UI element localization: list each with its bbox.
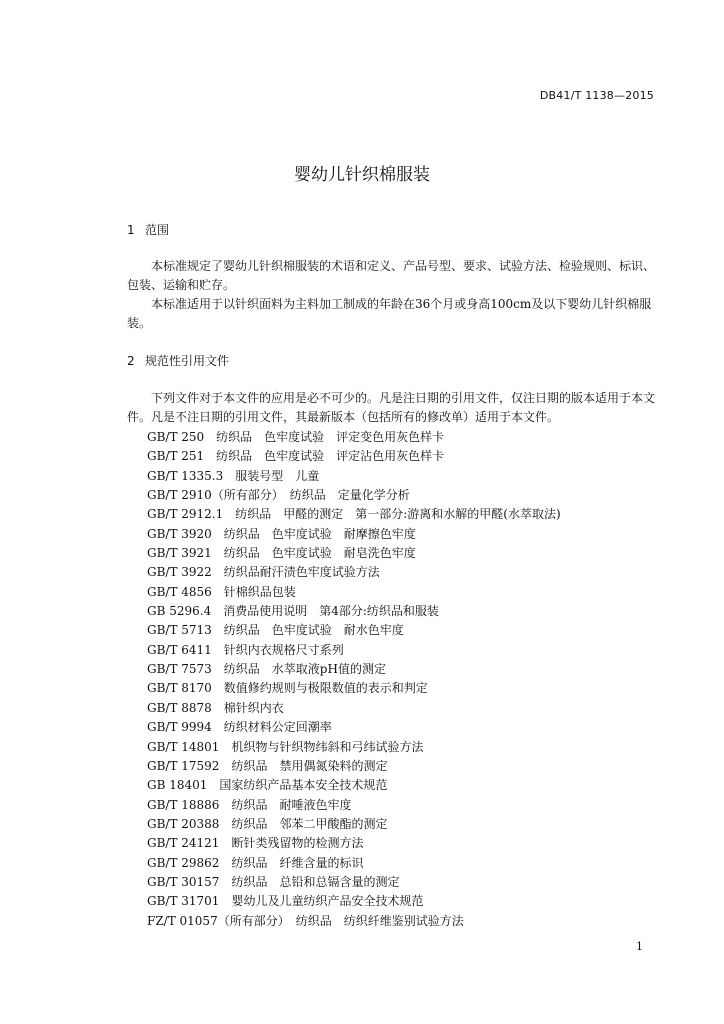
reference-item: GB/T 250 纺织品 色牢度试验 评定变色用灰色样卡 [147, 430, 445, 444]
reference-list [147, 428, 561, 931]
reference-item: GB 5296.4 消费品使用说明 第4部分:纺织品和服装 [147, 604, 439, 619]
section-1-title: 范围 [145, 223, 170, 237]
reference-item: GB/T 20388 纺织品 邻苯二甲酸酯的测定 [147, 816, 388, 831]
reference-item: GB/T 251 纺织品 色牢度试验 评定沾色用灰色样卡 [147, 449, 445, 464]
reference-item: GB/T 7573 纺织品 水萃取液pH值的测定 [147, 662, 386, 677]
reference-item: GB/T 3921 纺织品 色牢度试验 耐皂洗色牢度 [147, 546, 416, 561]
reference-item: GB/T 8170 数值修约规则与极限数值的表示和判定 [147, 681, 428, 696]
reference-item: GB/T 3922 纺织品耐汗渍色牢度试验方法 [147, 565, 380, 580]
document-title: 婴幼儿针织棉服装 [294, 165, 430, 185]
reference-item: GB/T 14801 机织物与针织物纬斜和弓纬试验方法 [147, 739, 424, 754]
section-1-body [127, 257, 657, 333]
reference-item: GB/T 17592 纺织品 禁用偶氮染料的测定 [147, 758, 388, 773]
document-code: DB41/T 1138—2015 [539, 89, 654, 102]
normative-references-intro: 下列文件对于本文件的应用是必不可少的。凡是注日期的引用文件，仅注日期的版本适用于本文件。凡是不注日期的引用文件，其最新版本（包括所有的修改单）适用于本文件。 [127, 391, 656, 424]
reference-item: GB/T 6411 针织内衣规格尺寸系列 [147, 642, 344, 657]
reference-item: GB/T 8878 棉针织内衣 [147, 700, 284, 715]
scope-paragraph-1: 本标准规定了婴幼儿针织棉服装的术语和定义、产品号型、要求、试验方法、检验规则、标识、包装、运输和贮存。 [127, 259, 656, 292]
reference-item: GB/T 1335.3 服装号型 儿童 [147, 468, 320, 483]
scope-paragraph-2: 本标准适用于以针织面料为主料加工制成的年龄在36个月或身高100cm及以下婴幼儿针织棉服装。 [127, 297, 652, 330]
reference-item: GB/T 5713 纺织品 色牢度试验 耐水色牢度 [147, 623, 404, 638]
reference-item: GB 18401 国家纺织产品基本安全技术规范 [147, 778, 388, 793]
section-2-number: 2 [127, 354, 135, 368]
reference-item: GB/T 2910（所有部分） 纺织品 定量化学分析 [147, 488, 410, 503]
reference-item: GB/T 4856 针棉织品包装 [147, 584, 296, 599]
reference-item: GB/T 2912.1 纺织品 甲醛的测定 第一部分:游离和水解的甲醛(水萃取法) [147, 507, 561, 522]
reference-item: GB/T 30157 纺织品 总铅和总镉含量的测定 [147, 874, 400, 889]
section-2-heading [127, 352, 229, 369]
reference-item: GB/T 29862 纺织品 纤维含量的标识 [147, 855, 364, 870]
reference-item: GB/T 31701 婴幼儿及儿童纺织产品安全技术规范 [147, 894, 424, 909]
page-number: 1 [636, 940, 643, 953]
reference-item: GB/T 9994 纺织材料公定回潮率 [147, 720, 332, 735]
section-1-number: 1 [127, 223, 135, 237]
section-1-heading [127, 221, 169, 238]
reference-item: FZ/T 01057（所有部分） 纺织品 纺织纤维鉴别试验方法 [147, 913, 464, 928]
reference-item: GB/T 24121 断针类残留物的检测方法 [147, 836, 364, 851]
section-2-intro [127, 389, 657, 427]
reference-item: GB/T 3920 纺织品 色牢度试验 耐摩擦色牢度 [147, 526, 416, 541]
reference-item: GB/T 18886 纺织品 耐唾液色牢度 [147, 797, 352, 812]
section-2-title: 规范性引用文件 [145, 354, 230, 368]
